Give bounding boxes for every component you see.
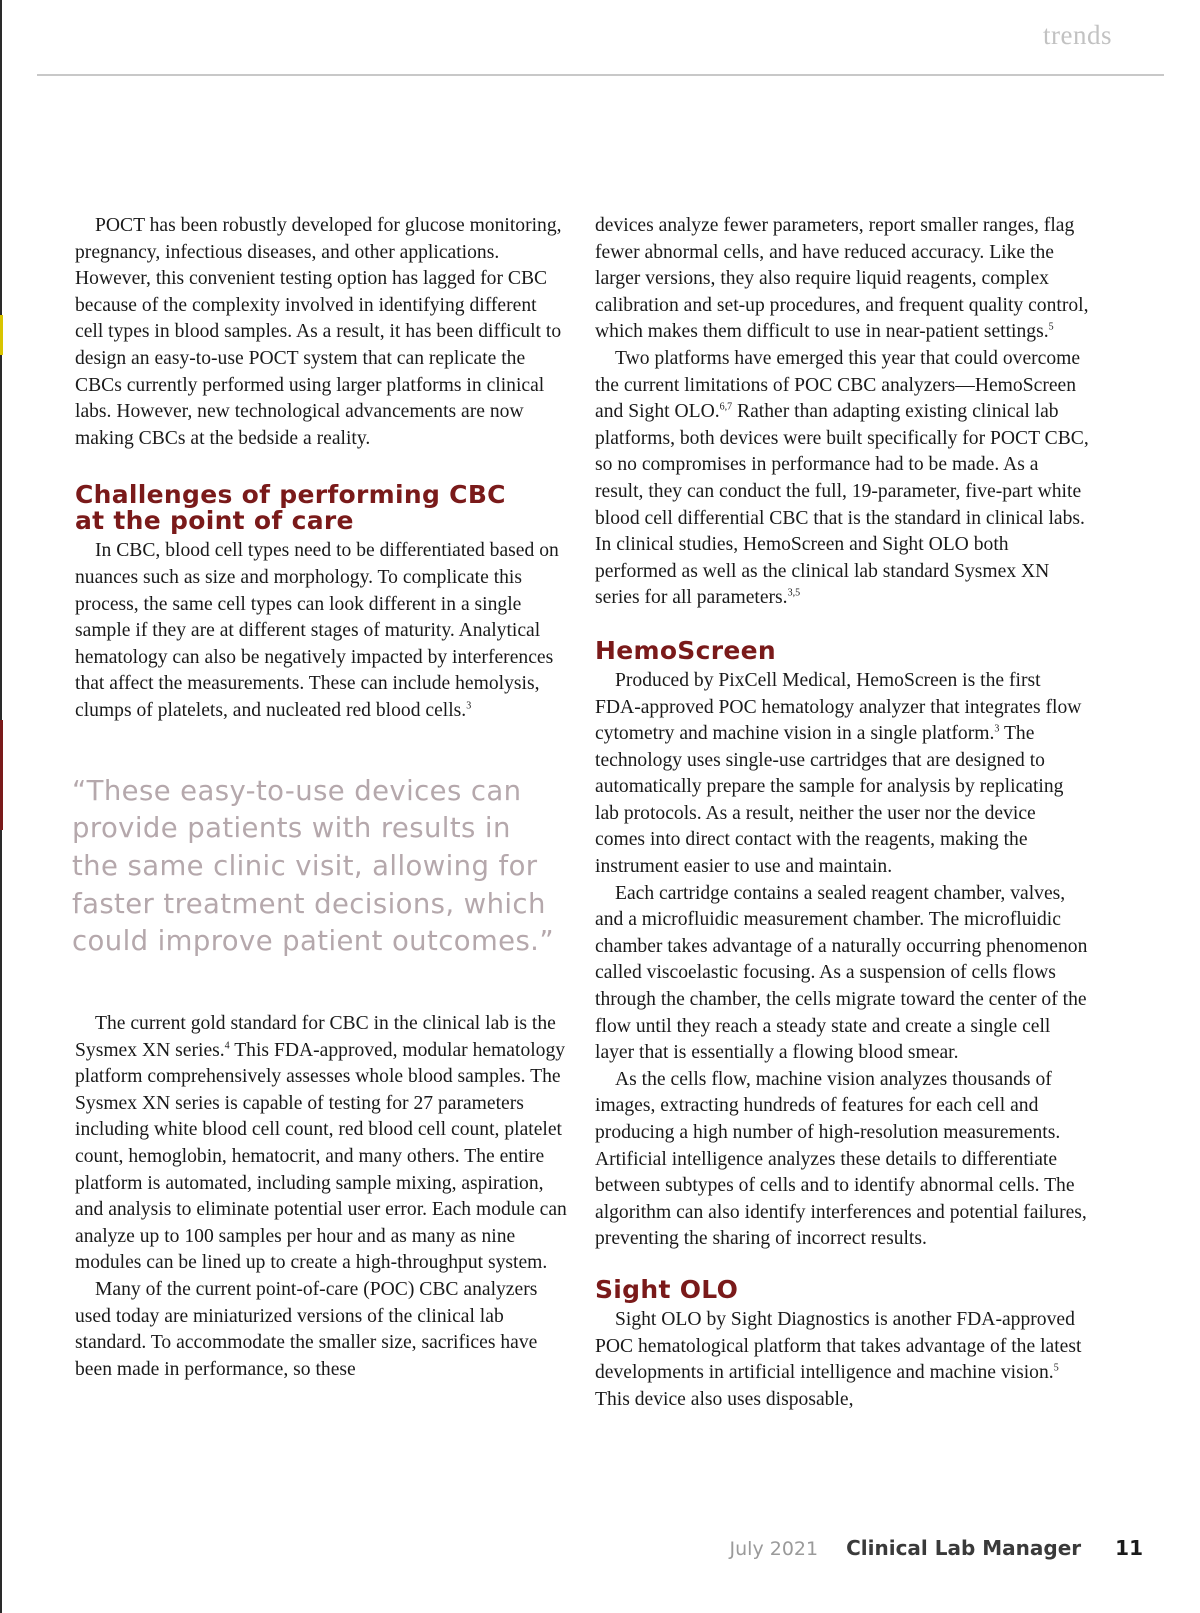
continued-paragraph: devices analyze fewer parameters, report smaller ranges, flag fewer abnormal cells, and have reduced accuracy. Like the larger versions, they also require liquid reagents, complex calibration and set-up procedures, and frequent quality control, which makes them difficult to use in near-patient settings.$^5$	[595, 215, 1089, 343]
citation: 5	[1053, 1362, 1059, 1374]
citation: 3	[994, 723, 1000, 735]
platforms-paragraph: Two platforms have emerged this year that could overcome the current limitations of POC CBC analyzers—HemoScreen and Sight OLO.$^{6,7}$ Rather than adapting existing clinical lab platforms, both devices were built specifically for POCT CBC, so no compromises in performance had to be made. As a result, they can conduct the full, 19-parameter, five-part white blood cell differential CBC that is the standard in clinical labs. In clinical studies, HemoScreen and Sight OLO both performed as well as the clinical lab standard Sysmex XN series for all parameters.$^{3,5}$	[595, 347, 1089, 609]
hemoscreen-heading: HemoScreen	[595, 635, 776, 665]
header-divider	[37, 74, 1164, 76]
challenges-heading	[75, 482, 569, 534]
edge-color-mark	[0, 315, 3, 355]
challenges-heading-line1: Challenges of performing CBC	[75, 480, 506, 510]
citation: 5	[1048, 321, 1054, 333]
sight-olo-heading: Sight OLO	[595, 1274, 739, 1304]
sight-olo-paragraph: Sight OLO by Sight Diagnostics is another FDA-approved POC hematological platform that takes advantage of the latest developments in artificial intelligence and machine vision.$^5$ This device also uses disposable,	[595, 1308, 1082, 1410]
citation: 4	[224, 1040, 230, 1052]
challenges-heading-line2: at the point of care	[75, 506, 354, 536]
hemoscreen-paragraph-2: Each cartridge contains a sealed reagent chamber, valves, and a microfluidic measurement chamber. The microfluidic chamber takes advantage of a naturally occurring phenomenon called viscoelastic focusing. As a suspension of cells flows through the chamber, the cells migrate toward the center of the flow until they reach a steady state and create a single cell layer that is essentially a flowing blood smear.	[595, 882, 1088, 1064]
left-column	[72, 213, 569, 1383]
page-footer	[730, 1536, 1143, 1560]
edge-color-mark	[0, 720, 3, 830]
poc-analyzers-paragraph: Many of the current point-of-care (POC) CBC analyzers used today are miniaturized versions of the clinical lab standard. To accommodate the smaller size, sacrifices have been made in performance, so these	[75, 1278, 538, 1380]
intro-paragraph: POCT has been robustly developed for glucose monitoring, pregnancy, infectious diseases, and other applications. However, this convenient testing option has lagged for CBC because of the complexity involved in identifying different cell types in blood samples. As a result, it has been difficult to design an easy-to-use POCT system that can replicate the CBCs currently performed using larger platforms in clinical labs. However, new technological advancements are now making CBCs at the bedside a reality.	[75, 215, 562, 449]
right-column	[595, 213, 1089, 1413]
citation: 3,5	[787, 587, 801, 599]
hemoscreen-paragraph-1: Produced by PixCell Medical, HemoScreen is the first FDA-approved POC hematology analyzer that integrates flow cytometry and machine vision in a single platform.$^3$ The technology uses single-use cartridges that are designed to automatically prepare the sample for analysis by replicating lab protocols. As a result, neither the user nor the device comes into direct contact with the reagents, making the instrument easier to use and maintain.	[595, 669, 1082, 878]
citation: 3	[466, 700, 472, 712]
hemoscreen-paragraph-3: As the cells flow, machine vision analyzes thousands of images, extracting hundreds of features for each cell and producing a high number of high-resolution measurements. Artificial intelligence analyzes these details to differentiate between subtypes of cells and to identify abnormal cells. The algorithm can also identify interferences and potential failures, preventing the sharing of incorrect results.	[595, 1068, 1087, 1250]
page-number: 11	[1115, 1536, 1143, 1560]
citation: 6,7	[719, 401, 733, 413]
challenges-paragraph: In CBC, blood cell types need to be differentiated based on nuances such as size and morphology. To complicate this process, the same cell types can look different in a single sample if they are at different stages of maturity. Analytical hematology can also be negatively impacted by interferences that affect the measurements. These can include hemolysis, clumps of platelets, and nucleated red blood cells.$^3$	[75, 540, 559, 721]
gold-standard-paragraph: The current gold standard for CBC in the clinical lab is the Sysmex XN series.$^4$ This FDA-approved, modular hematology platform comprehensively assesses whole blood samples. The Sysmex XN series is capable of testing for 27 parameters including white blood cell count, red blood cell count, platelet count, hemoglobin, hematocrit, and many others. The entire platform is automated, including sample mixing, aspiration, and analysis to eliminate potential user error. Each module can analyze up to 100 samples per hour and as many as nine modules can be lined up to create a high-throughput system.	[75, 1013, 567, 1274]
section-label: trends	[1043, 20, 1112, 50]
issue-date: July 2021	[729, 1538, 819, 1560]
pull-quote: “These easy-to-use devices can provide patients with results in the same clinic visit, allowing for faster treatment decisions, which could improve patient outcomes.”	[72, 774, 554, 958]
magazine-name: Clinical Lab Manager	[846, 1536, 1082, 1560]
